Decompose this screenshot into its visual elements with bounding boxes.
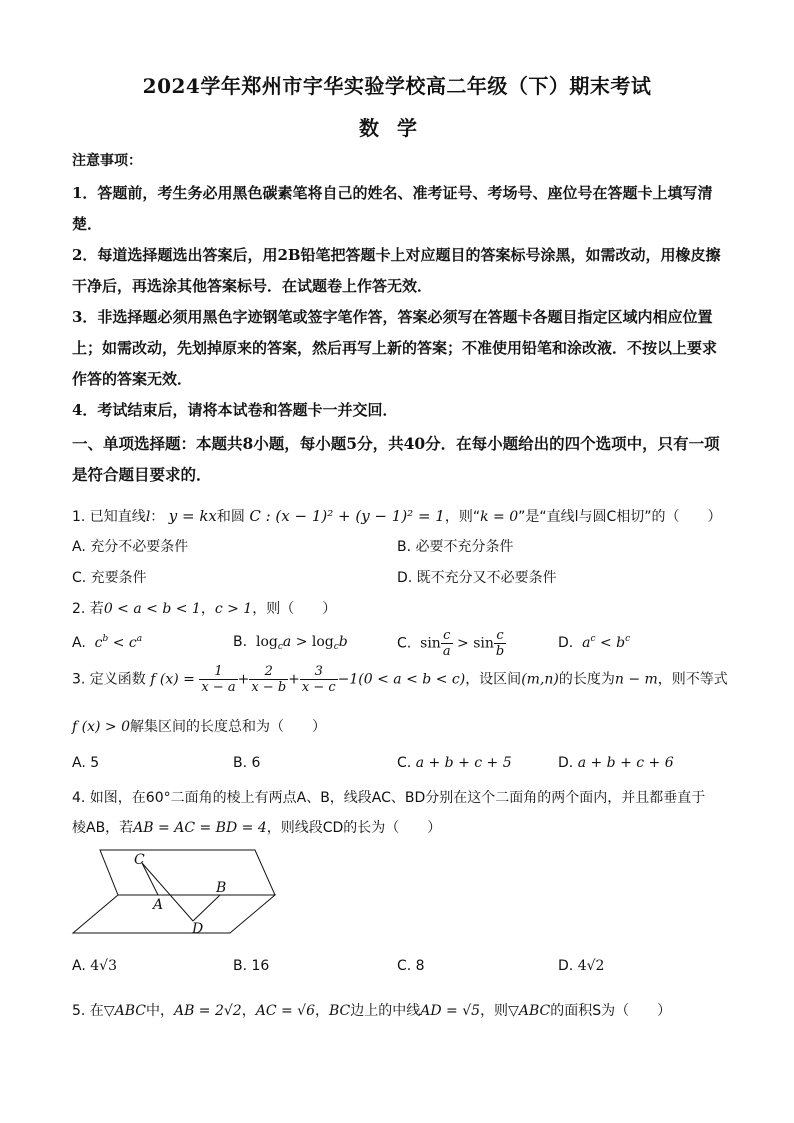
note-item-2: 2．每道选择题选出答案后，用2B铅笔把答题卡上对应题目的答案标号涂黑，如需改动，用橡皮擦干净后，再选涂其他答案标号．在试题卷上作答无效．	[72, 246, 721, 295]
notes-heading: 注意事项：	[72, 153, 142, 169]
q4-line2-pre: 棱AB，若	[72, 820, 134, 836]
q2-option-c-label: C.	[397, 635, 412, 652]
q5-mid4: 边上的中线	[350, 1003, 421, 1019]
q5-ab: AB = 2√2	[173, 1003, 242, 1019]
notes-block	[72, 150, 722, 426]
q2-stem-pre: 2. 若	[72, 601, 104, 617]
segment-bd	[193, 895, 220, 921]
q5-pre: 5. 在	[72, 1003, 104, 1019]
q4-option-b: B. 16	[233, 958, 270, 974]
q4-line2-post: ，则线段CD的长为（ ）	[266, 820, 442, 836]
note-item-4: 4．考试结束后，请将本试卷和答题卡一并交回．	[72, 401, 398, 419]
question-1-stem	[72, 506, 722, 526]
q2-option-a: A. $c^b < c^a$	[72, 634, 143, 651]
section-1-heading: 一、单项选择题：本题共8小题，每小题5分，共40分．在每小题给出的四个选项中，只有一项是符合题目要求的．	[72, 434, 720, 484]
q1-post2: ”是“直线l与圆C相切”的（ ）	[518, 509, 722, 525]
q5-bc: BC	[329, 1003, 351, 1019]
q2-condition-1: 0 < a < b < 1	[103, 601, 201, 617]
q1-line-name: l	[145, 509, 151, 525]
q3-fx: f (x) =	[150, 671, 195, 688]
question-4-stem-line-1: 4. 如图，在60°二面角的棱上有两点A、B，线段AC、BD分别在这个二面角的两个面内，并且都垂直于	[72, 790, 706, 806]
q3-option-c-label: C.	[397, 755, 412, 771]
q1-pre: 1. 已知直线	[72, 509, 146, 525]
q4-option-a-value: 4√3	[90, 958, 117, 974]
q3-option-d-label: D.	[558, 755, 574, 771]
question-3-stem-line-2	[72, 716, 326, 736]
q2-stem-post: ，则（ ）	[252, 601, 337, 617]
q5-ac: AC = √6	[255, 1003, 315, 1019]
note-item-1: 1．答题前，考生务必用黑色碳素笔将自己的姓名、准考证号、考场号、座位号在答题卡上填写清楚．	[72, 184, 713, 233]
q3-post3: ，则不等式	[657, 671, 728, 688]
q3-inequality: f (x) > 0	[72, 719, 130, 735]
q1-post1: ，则“	[444, 509, 481, 525]
label-d: D	[192, 921, 204, 937]
q5-mid3: ，	[315, 1003, 329, 1019]
label-a: A	[153, 897, 164, 913]
q1-option-a: A. 充分不必要条件	[72, 539, 189, 555]
question-3-stem-line-1: 3. 定义函数 f (x) = $\frac{1}{x - a}$ + $\frac{2}{x - b}$ + $\frac{3}{x - c}$ −1(0 < a < b < c)，设区间(m,n)的长度为n − m，则不等式	[72, 664, 728, 695]
page-title: 2024学年郑州市宇华实验学校高二年级（下）期末考试	[142, 74, 652, 98]
note-item-3: 3．非选择题必须用黑色字迹钢笔或签字笔作答，答案必须写在答题卡各题目指定区域内相应位置上；如需改动，先划掉原来的答案，然后再写上新的答案；不准使用铅笔和涂改液．不按以上要求作答的答案无效．	[72, 308, 718, 388]
q5-mid2: ，	[241, 1003, 256, 1019]
q2-option-b-label: B.	[233, 634, 248, 650]
q5-mid5: ，则	[480, 1003, 509, 1019]
q1-colon: ：	[150, 509, 165, 525]
q3-post2: 的长度为	[558, 671, 615, 688]
question-5-stem	[72, 1000, 671, 1020]
q5-triangle-2: ▽ABC	[508, 1003, 551, 1019]
q4-option-d-value: 4√2	[577, 958, 605, 974]
q3-option-d	[558, 755, 674, 771]
q3-option-c-expr: a + b + c + 5	[415, 755, 512, 771]
q1-circle-equation: C : (x − 1)² + (y − 1)² = 1	[249, 507, 445, 525]
subject-title: 数学	[359, 116, 435, 140]
q2-option-d-label: D.	[558, 635, 574, 651]
q3-interval: (m,n)	[521, 671, 559, 688]
upper-plane	[100, 850, 275, 895]
q2-option-d: D. $a^c < b^c$	[558, 634, 631, 651]
label-c: C	[134, 852, 145, 868]
lower-plane	[73, 895, 275, 933]
q5-mid1: 中，	[145, 1003, 174, 1019]
q3-option-a: A. 5	[72, 755, 100, 771]
segment-cd	[142, 863, 193, 921]
q3-option-c	[397, 755, 512, 771]
q2-option-c: C. sin $\frac{c}{a}$ > sin $\frac{c}{b}$	[397, 628, 505, 659]
q3-tail: −1(0 < a < b < c)	[337, 671, 466, 688]
q2-option-a-label: A.	[72, 635, 86, 651]
q5-post: 的面积S为（ ）	[550, 1003, 672, 1019]
q3-option-d-expr: a + b + c + 6	[577, 755, 674, 771]
q2-condition-2: c > 1	[214, 601, 253, 617]
q3-pre: 3. 定义函数	[72, 671, 146, 688]
q1-line-equation: y = kx	[168, 507, 217, 525]
q3-option-b: B. 6	[233, 755, 261, 771]
q1-option-b: B. 必要不充分条件	[397, 539, 514, 555]
q5-ad: AD = √5	[420, 1003, 481, 1019]
q4-option-a-label: A.	[72, 958, 86, 974]
dihedral-angle-figure	[70, 845, 285, 940]
question-4-stem-line-2	[72, 817, 441, 837]
q2-option-b: B. $\log_ca > \log_cb$	[233, 634, 348, 652]
q1-condition: k = 0	[480, 509, 519, 525]
q2-comma: ，	[200, 601, 215, 617]
q1-mid: 和圆	[216, 509, 245, 525]
label-b: B	[216, 880, 227, 896]
q5-triangle: ▽ABC	[103, 1003, 146, 1019]
q3-length: n − m	[614, 671, 658, 688]
q3-post: ，设区间	[465, 671, 522, 688]
q4-option-d-label: D.	[558, 958, 574, 974]
q4-option-d	[558, 958, 604, 974]
q4-option-c: C. 8	[397, 958, 425, 974]
q4-option-a	[72, 958, 117, 974]
q4-equation: AB = AC = BD = 4	[133, 820, 267, 836]
q3-line2-post: 解集区间的长度总和为（ ）	[130, 719, 326, 735]
q1-option-d: D. 既不充分又不必要条件	[397, 570, 557, 586]
q1-option-c: C. 充要条件	[72, 570, 147, 586]
question-2-stem	[72, 598, 336, 618]
